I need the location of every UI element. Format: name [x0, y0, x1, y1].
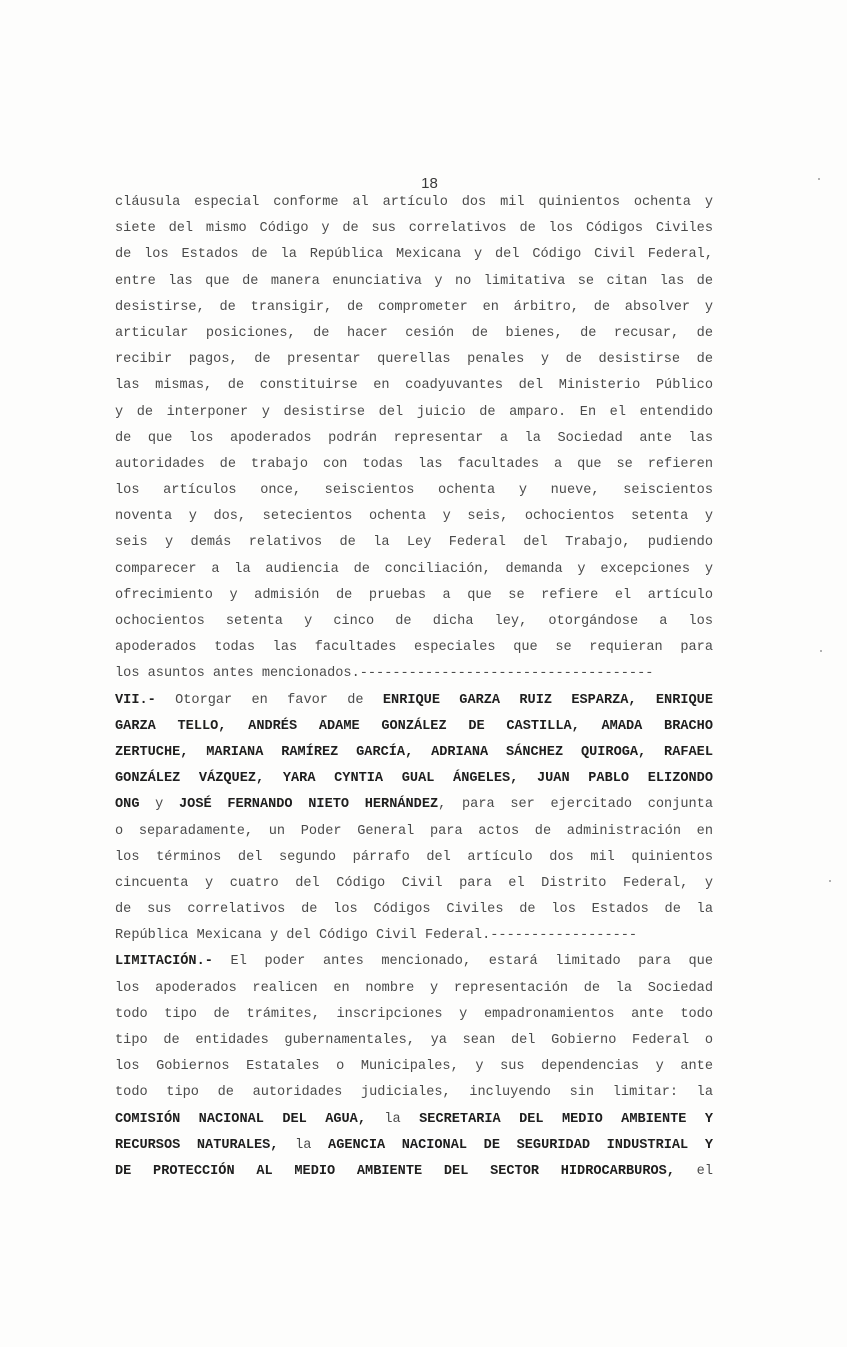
text-run: articular posiciones, de hacer cesión de bienes, de recusar, de: [115, 325, 713, 341]
text-line: [115, 1133, 713, 1159]
scan-speck: [820, 650, 822, 652]
bold-text-run: JOSÉ FERNANDO NIETO HERNÁNDEZ: [179, 797, 439, 813]
text-run: tipo de entidades gubernamentales, ya sean del Gobierno Federal o: [115, 1033, 713, 1048]
text-line: [115, 819, 713, 845]
text-line: [115, 609, 713, 635]
text-line: [115, 1054, 713, 1080]
text-line: [115, 766, 713, 792]
text-run: ochocientos setenta y cinco de dicha ley, otorgándose a los: [115, 614, 713, 629]
text-line: [115, 1080, 713, 1106]
text-run: los términos del segundo párrafo del artículo dos mil quinientos: [115, 849, 713, 865]
bold-text-run: ONG: [115, 797, 140, 813]
text-line: [115, 269, 713, 295]
text-run: o separadamente, un Poder General para actos de administración en: [115, 823, 713, 839]
text-run: la: [366, 1111, 420, 1127]
text-line: [115, 949, 713, 975]
bold-text-run: SECRETARIA DEL MEDIO AMBIENTE Y: [419, 1111, 713, 1127]
text-line: [115, 321, 713, 347]
text-run: entre las que de manera enunciativa y no limitativa se citan las de: [115, 273, 713, 289]
text-line: [115, 190, 713, 216]
text-line: [115, 1028, 713, 1054]
text-run: y: [139, 797, 180, 813]
text-line: [115, 976, 713, 1002]
text-run: todo tipo de autoridades judiciales, incluyendo sin limitar: la: [115, 1085, 713, 1101]
bold-text-run: VII.-: [115, 692, 156, 708]
text-line: [115, 635, 713, 661]
text-run: los apoderados realicen en nombre y representación de la Sociedad: [115, 980, 713, 996]
text-run: El poder antes mencionado, estará limitado para que: [212, 954, 713, 970]
text-run: recibir pagos, de presentar querellas penales y de desistirse de: [115, 352, 713, 368]
text-run: República Mexicana y del Código Civil Federal.------------------: [115, 928, 638, 944]
text-run: de que los apoderados podrán representar a la Sociedad ante las: [115, 430, 713, 446]
text-line: [115, 923, 713, 949]
scan-speck: [818, 178, 820, 180]
bold-text-run: AGENCIA NACIONAL DE SEGURIDAD INDUSTRIAL Y: [328, 1137, 713, 1153]
text-run: siete del mismo Código y de sus correlativos de los Códigos Civiles: [115, 221, 713, 237]
text-run: los asuntos antes mencionados.------------------------------------: [115, 666, 654, 682]
text-line: [115, 661, 713, 687]
page-number: 18: [421, 175, 438, 192]
bold-text-run: LIMITACIÓN.-: [115, 954, 213, 970]
text-run: las mismas, de constituirse en coadyuvantes del Ministerio Público: [115, 378, 713, 394]
text-run: todo tipo de trámites, inscripciones y empadronamientos ante todo: [115, 1006, 713, 1022]
document-body: [115, 190, 713, 1185]
scan-speck: [829, 880, 831, 882]
text-line: [115, 740, 713, 766]
text-run: noventa y dos, setecientos ochenta y seis, ochocientos setenta y: [115, 509, 713, 525]
text-run: cincuenta y cuatro del Código Civil para el Distrito Federal, y: [115, 875, 713, 891]
text-line: [115, 792, 713, 818]
text-line: [115, 504, 713, 530]
text-run: Otorgar en favor de: [155, 692, 383, 708]
text-line: [115, 478, 713, 504]
text-run: apoderados todas las facultades especiales que se requieran para: [115, 640, 713, 656]
bold-text-run: GONZÁLEZ VÁZQUEZ, YARA CYNTIA GUAL ÁNGELES, JUAN PABLO ELIZONDO: [115, 771, 713, 787]
bold-text-run: ENRIQUE GARZA RUIZ ESPARZA, ENRIQUE: [382, 692, 713, 708]
bold-text-run: DE PROTECCIÓN AL MEDIO AMBIENTE DEL SECTOR HIDROCARBUROS,: [115, 1163, 675, 1179]
text-line: [115, 1107, 713, 1133]
text-line: [115, 583, 713, 609]
bold-text-run: COMISIÓN NACIONAL DEL AGUA,: [115, 1111, 366, 1127]
text-run: de los Estados de la República Mexicana y del Código Civil Federal,: [115, 247, 713, 263]
bold-text-run: ZERTUCHE, MARIANA RAMÍREZ GARCÍA, ADRIANA SÁNCHEZ QUIROGA, RAFAEL: [115, 744, 713, 760]
text-line: [115, 530, 713, 556]
text-line: [115, 688, 713, 714]
text-run: de sus correlativos de los Códigos Civiles de los Estados de la: [115, 902, 713, 918]
text-line: [115, 373, 713, 399]
text-line: [115, 1159, 713, 1185]
text-line: [115, 897, 713, 923]
text-run: desistirse, de transigir, de comprometer en árbitro, de absolver y: [115, 299, 713, 315]
text-line: [115, 295, 713, 321]
text-line: [115, 242, 713, 268]
text-run: autoridades de trabajo con todas las facultades a que se refieren: [115, 456, 713, 472]
text-line: [115, 845, 713, 871]
text-line: [115, 714, 713, 740]
text-run: ofrecimiento y admisión de pruebas a que se refiere el artículo: [115, 587, 713, 603]
text-line: [115, 216, 713, 242]
text-line: [115, 400, 713, 426]
text-line: [115, 557, 713, 583]
text-line: [115, 871, 713, 897]
text-run: , para ser ejercitado conjunta: [438, 797, 713, 813]
text-run: el: [674, 1163, 713, 1179]
text-run: seis y demás relativos de la Ley Federal del Trabajo, pudiendo: [115, 535, 713, 551]
text-run: y de interponer y desistirse del juicio de amparo. En el entendido: [115, 404, 713, 420]
text-line: [115, 426, 713, 452]
text-run: los Gobiernos Estatales o Municipales, y sus dependencias y ante: [115, 1059, 713, 1075]
text-run: comparecer a la audiencia de conciliación, demanda y excepciones y: [115, 561, 713, 577]
text-run: los artículos once, seiscientos ochenta y nueve, seiscientos: [115, 483, 713, 499]
text-line: [115, 452, 713, 478]
text-run: cláusula especial conforme al artículo dos mil quinientos ochenta y: [115, 195, 713, 210]
bold-text-run: GARZA TELLO, ANDRÉS ADAME GONZÁLEZ DE CASTILLA, AMADA BRACHO: [115, 718, 713, 734]
text-line: [115, 1002, 713, 1028]
bold-text-run: RECURSOS NATURALES,: [115, 1137, 279, 1153]
text-run: la: [278, 1137, 329, 1153]
text-line: [115, 347, 713, 373]
